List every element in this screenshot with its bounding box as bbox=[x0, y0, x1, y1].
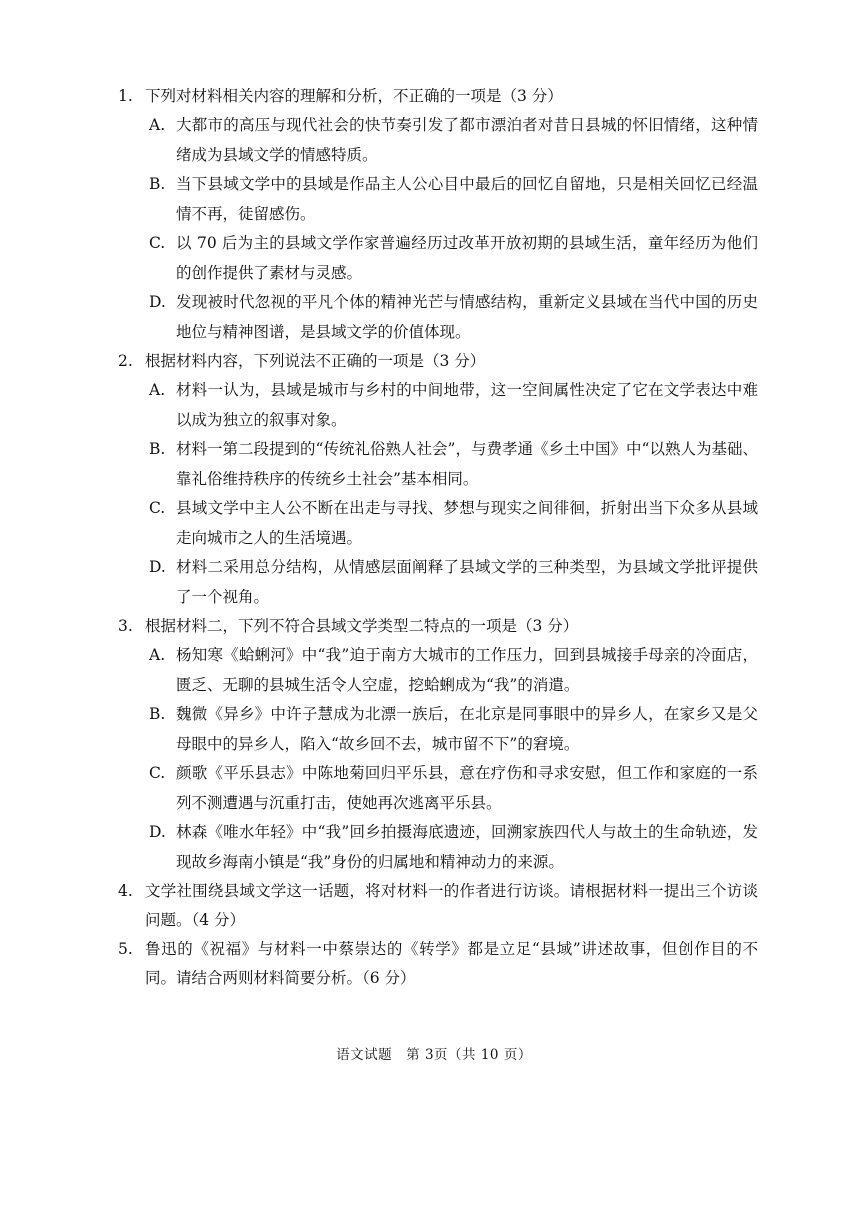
question-1-option-c bbox=[118, 229, 758, 288]
option-letter: A. bbox=[149, 381, 166, 399]
option-letter: B. bbox=[149, 440, 166, 458]
question-text: 根据材料二，下列不符合县域文学类型二特点的一项是（3 分） bbox=[145, 617, 579, 635]
question-2-stem bbox=[118, 347, 758, 376]
question-2-option-b bbox=[118, 435, 758, 494]
option-text: 材料二采用总分结构，从情感层面阐释了县域文学的三种类型，为县域文学批评提供了一个视角。 bbox=[176, 558, 758, 606]
page-footer: 语文试题 第 3页（共 10 页） bbox=[336, 1047, 532, 1063]
option-letter: C. bbox=[149, 764, 166, 782]
question-1-stem bbox=[118, 82, 758, 111]
question-5-stem bbox=[118, 935, 758, 993]
option-text: 大都市的高压与现代社会的快节奏引发了都市漂泊者对昔日县城的怀旧情绪，这种情绪成为县域文学的情感特质。 bbox=[176, 116, 758, 164]
question-text: 下列对材料相关内容的理解和分析，不正确的一项是（3 分） bbox=[145, 87, 563, 105]
question-4-stem bbox=[118, 877, 758, 935]
option-text: 颜歌《平乐县志》中陈地菊回归平乐县，意在疗伤和寻求安慰，但工作和家庭的一系列不测遭遇与沉重打击，使她再次逃离平乐县。 bbox=[176, 764, 758, 812]
option-text: 发现被时代忽视的平凡个体的精神光芒与情感结构，重新定义县域在当代中国的历史地位与精神图谱，是县域文学的价值体现。 bbox=[176, 293, 758, 341]
option-text: 县域文学中主人公不断在出走与寻找、梦想与现实之间徘徊，折射出当下众多从县域走向城市之人的生活境遇。 bbox=[176, 499, 758, 547]
question-text: 鲁迅的《祝福》与材料一中蔡崇达的《转学》都是立足“县域”讲述故事，但创作目的不同。请结合两则材料简要分析。（6 分） bbox=[145, 940, 758, 987]
question-number: 3. bbox=[118, 617, 133, 635]
question-3-option-a bbox=[118, 641, 758, 700]
option-text: 林森《唯水年轻》中“我”回乡拍摄海底遗迹，回溯家族四代人与故土的生命轨迹，发现故乡海南小镇是“我”身份的归属地和精神动力的来源。 bbox=[176, 823, 758, 871]
option-letter: D. bbox=[149, 558, 166, 576]
option-letter: D. bbox=[149, 823, 166, 841]
option-letter: A. bbox=[149, 646, 166, 664]
question-2-option-a bbox=[118, 376, 758, 435]
option-text: 以 70 后为主的县域文学作家普遍经历过改革开放初期的县域生活，童年经历为他们的创作提供了素材与灵感。 bbox=[176, 234, 758, 282]
option-text: 杨知寒《蛤蜊河》中“我”迫于南方大城市的工作压力，回到县城接手母亲的冷面店，匮乏、无聊的县城生活令人空虚，挖蛤蜊成为“我”的消遣。 bbox=[176, 646, 758, 694]
question-2-option-d bbox=[118, 553, 758, 612]
option-letter: C. bbox=[149, 499, 166, 517]
question-2-option-c bbox=[118, 494, 758, 553]
question-1-option-a bbox=[118, 111, 758, 170]
option-letter: C. bbox=[149, 234, 166, 252]
option-text: 魏微《异乡》中许子慧成为北漂一族后，在北京是同事眼中的异乡人，在家乡又是父母眼中的异乡人，陷入“故乡回不去，城市留不下”的窘境。 bbox=[176, 705, 758, 753]
option-letter: A. bbox=[149, 116, 166, 134]
question-1-option-b bbox=[118, 170, 758, 229]
option-letter: B. bbox=[149, 705, 166, 723]
question-text: 文学社围绕县域文学这一话题，将对材料一的作者进行访谈。请根据材料一提出三个访谈问题。（4 分） bbox=[145, 882, 758, 929]
option-text: 材料一认为，县域是城市与乡村的中间地带，这一空间属性决定了它在文学表达中难以成为独立的叙事对象。 bbox=[176, 381, 758, 429]
question-list bbox=[118, 82, 758, 993]
question-number: 1. bbox=[118, 87, 133, 105]
question-3-option-b bbox=[118, 700, 758, 759]
question-3-option-c bbox=[118, 759, 758, 818]
question-3-stem bbox=[118, 612, 758, 641]
question-number: 2. bbox=[118, 352, 133, 370]
question-3-option-d bbox=[118, 818, 758, 877]
option-letter: B. bbox=[149, 175, 166, 193]
question-1-option-d bbox=[118, 288, 758, 347]
question-number: 5. bbox=[118, 940, 133, 958]
option-text: 材料一第二段提到的“传统礼俗熟人社会”，与费孝通《乡土中国》中“以熟人为基础、靠礼俗维持秩序的传统乡土社会”基本相同。 bbox=[176, 440, 758, 488]
question-text: 根据材料内容，下列说法不正确的一项是（3 分） bbox=[145, 352, 486, 370]
question-number: 4. bbox=[118, 882, 133, 900]
option-letter: D. bbox=[149, 293, 166, 311]
option-text: 当下县域文学中的县域是作品主人公心目中最后的回忆自留地，只是相关回忆已经温情不再，徒留感伤。 bbox=[176, 175, 758, 223]
